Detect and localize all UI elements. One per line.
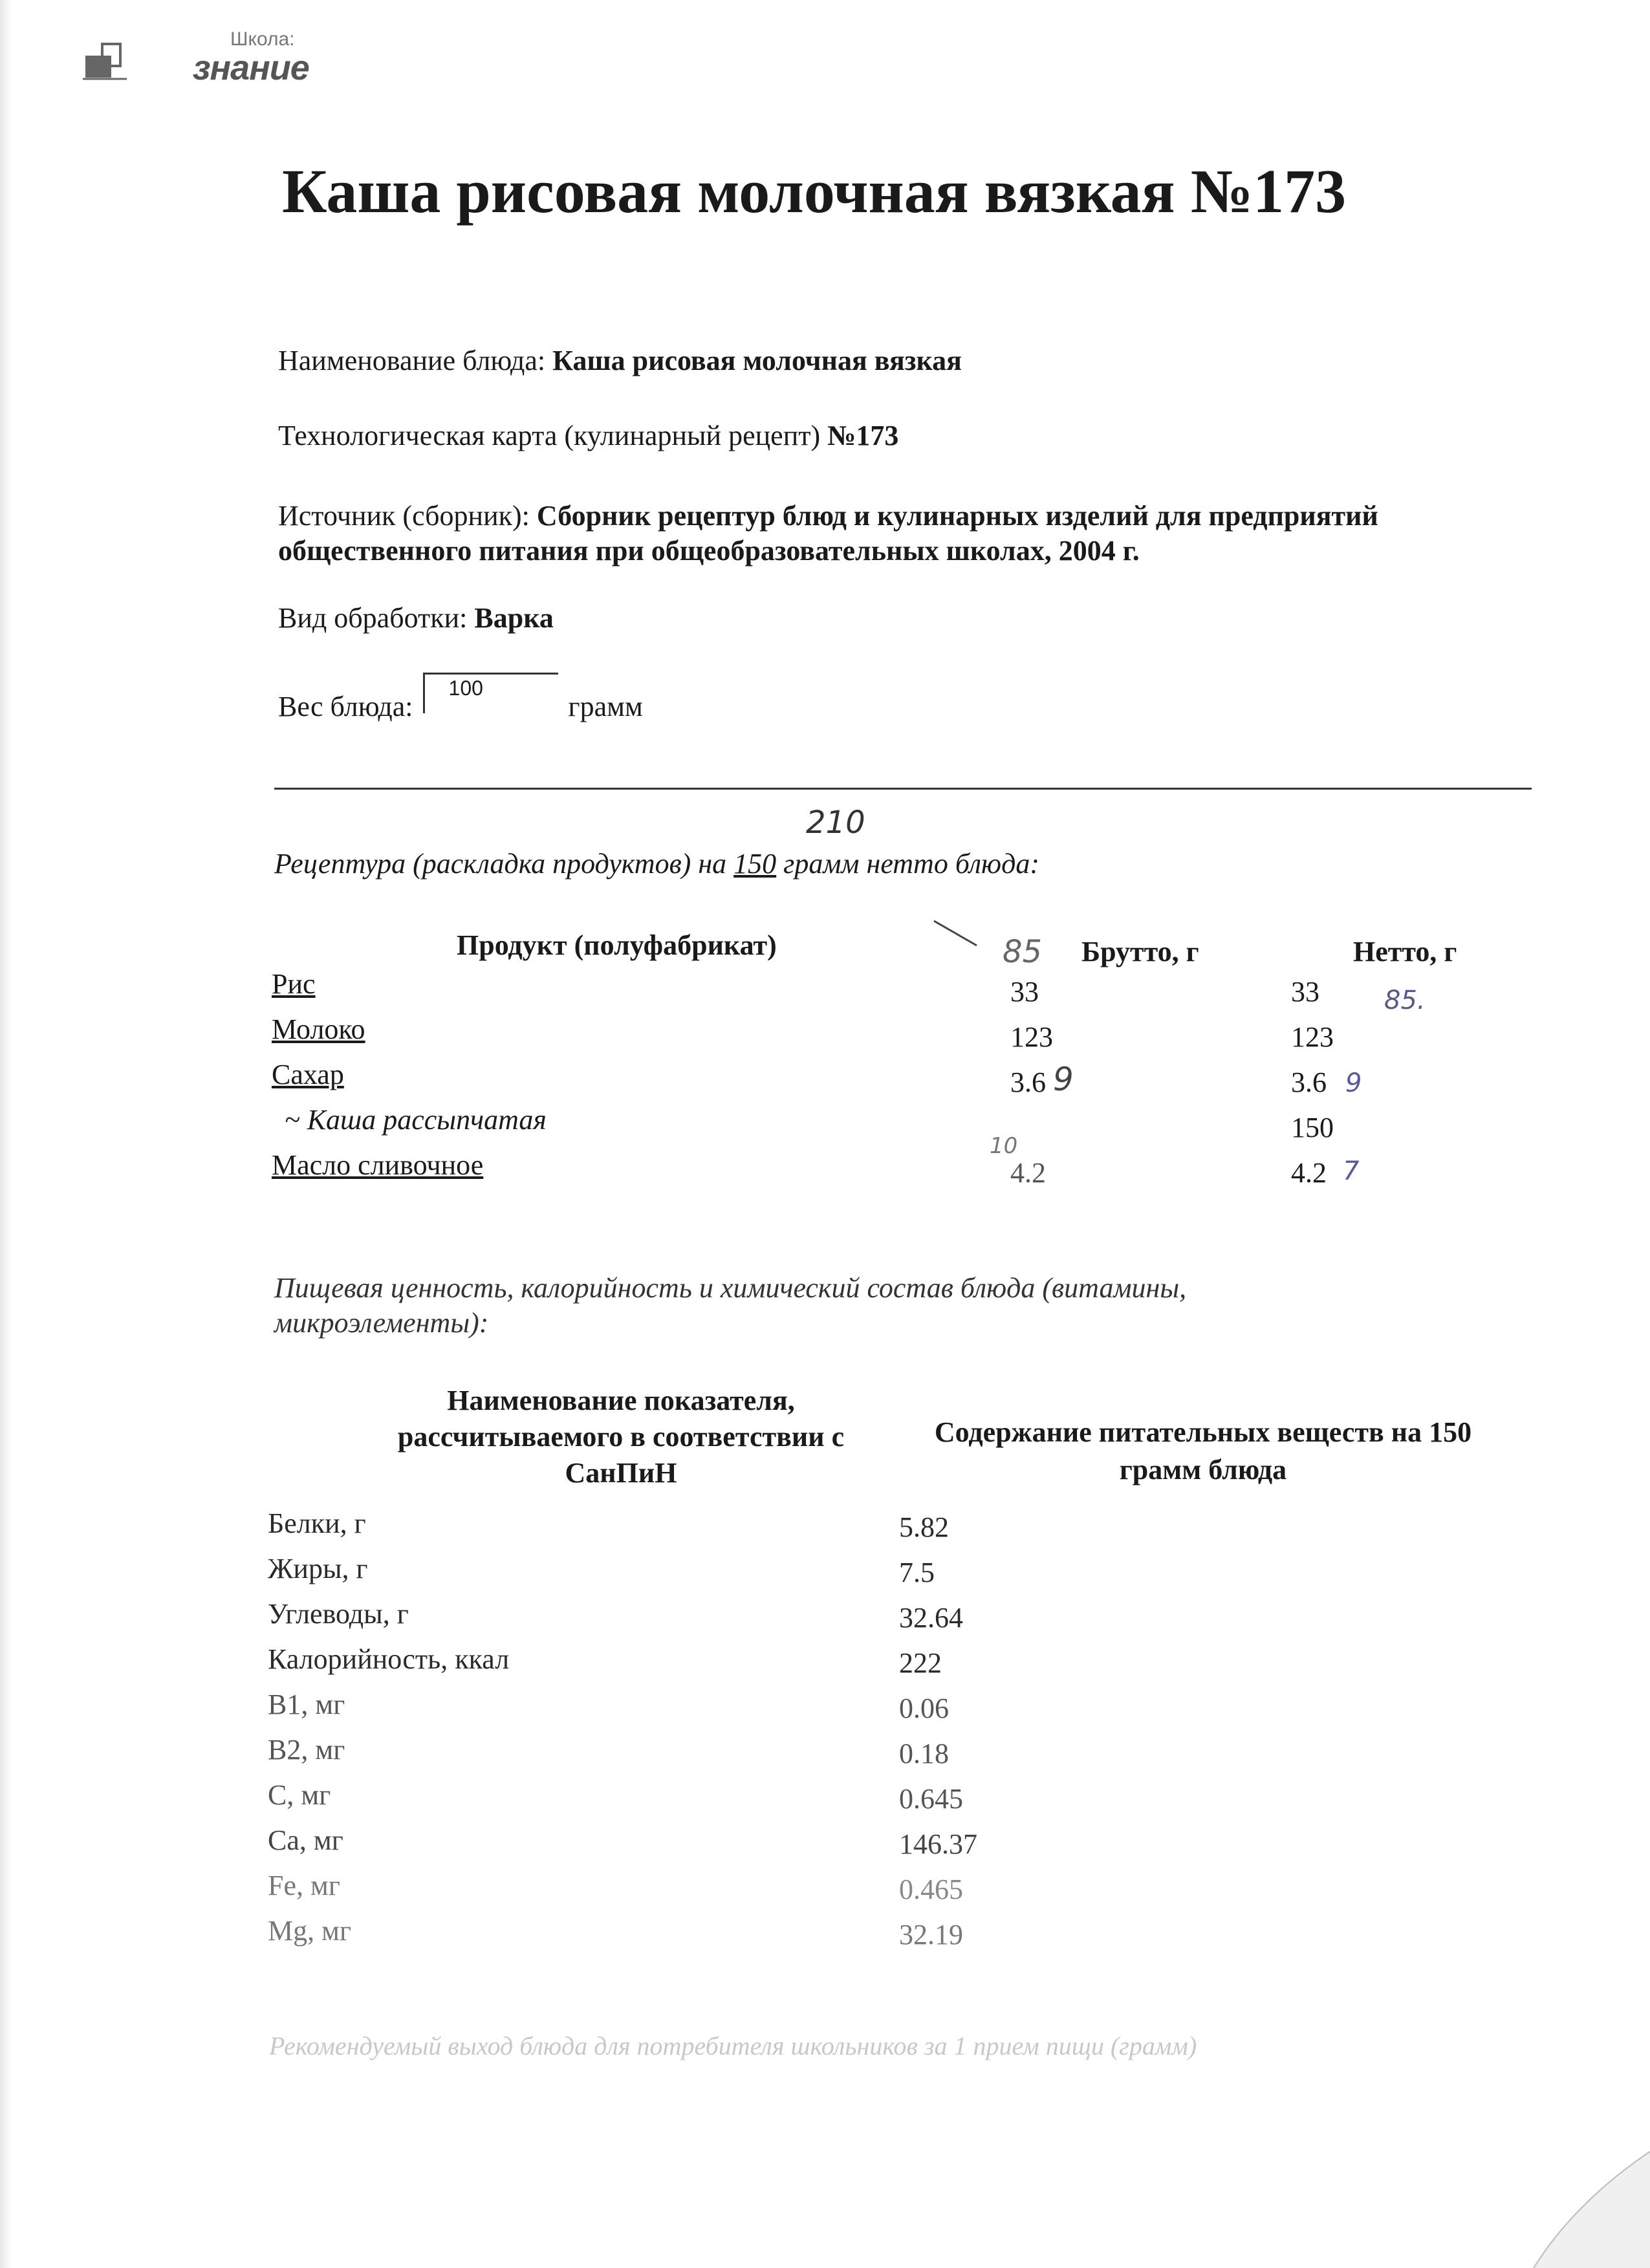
logo-icon [83,39,128,84]
ingredient-name: Молоко [272,1013,365,1045]
handwritten-rice-net: 85. [1384,986,1426,1015]
nutrient-name: Mg, мг [268,1915,352,1947]
nutrient-name: Калорийность, ккал [268,1643,510,1675]
nutrient-name: Белки, г [268,1507,366,1539]
nutrient-value: 146.37 [899,1828,977,1860]
dish-name-value: Каша рисовая молочная вязкая [552,345,962,376]
col-content-header [880,1414,1526,1489]
nutrient-name: Углеводы, г [268,1598,409,1630]
nutrient-value: 0.465 [899,1874,963,1905]
nutrient-value: 222 [899,1647,942,1679]
ingredient-net: 3.6 [1291,1066,1327,1098]
col-net-header: Нетто, г [1353,936,1457,967]
source-label: Источник (сборник): [278,500,530,532]
nutrient-name: Жиры, г [268,1553,368,1584]
page-title: Каша рисовая молочная вязкая №173 [282,157,1347,226]
tech-card-line [278,419,898,452]
nutrient-value: 5.82 [899,1511,949,1543]
weight-unit: грамм [568,691,643,722]
source-value-line2: общественного питания при общеобразовательных школах, 2004 г. [278,535,1140,567]
col-gross-header: Брутто, г [1081,936,1199,967]
nutrient-name: B1, мг [268,1689,345,1720]
nutrient-name: B2, мг [268,1734,345,1766]
weight-field-frame [423,673,558,713]
page-corner-curl [1508,2126,1650,2268]
nutrient-name: C, мг [268,1779,331,1811]
nutrient-name: Ca, мг [268,1824,343,1856]
pen-stroke [931,917,983,949]
processing-value: Варка [474,602,554,634]
source-line-2 [278,534,1140,567]
nutrient-name: Fe, мг [268,1870,340,1901]
recipe-intro-after: грамм нетто блюда: [783,848,1039,880]
col-indicator-header [272,1383,970,1491]
ingredient-net: 4.2 [1291,1157,1327,1189]
nutrient-value: 32.64 [899,1602,963,1634]
handwritten-sugar-net: 9 [1345,1068,1362,1098]
weight-field[interactable] [423,673,559,723]
nutrient-value: 7.5 [899,1557,935,1588]
scan-edge [0,0,12,2268]
ingredient-name: Рис [272,968,316,1000]
ingredient-gross: 33 [1010,976,1039,1008]
col-indicator-line2: рассчитываемого в соответствии с [397,1421,845,1453]
logo-top-text: Школа: [230,28,295,50]
col-content-line2: грамм блюда [1119,1454,1287,1485]
processing-label: Вид обработки: [278,602,468,634]
ingredient-name: Масло сливочное [272,1149,484,1181]
handwritten-butter-gross: 10 [990,1133,1018,1159]
col-content-line1: Содержание питательных веществ на 150 [934,1416,1472,1448]
ingredient-net: 150 [1291,1112,1334,1143]
ingredient-name: Сахар [272,1059,344,1090]
recipe-intro-amount: 150 [733,848,777,880]
source-line [278,499,1378,532]
ingredient-gross: 123 [1010,1021,1053,1053]
ingredient-gross: 3.6 [1010,1066,1046,1098]
nutrient-value: 32.19 [899,1919,963,1950]
nutrition-intro-line1: Пищевая ценность, калорийность и химический состав блюда (витамины, [274,1272,1187,1304]
recipe-intro-before: Рецептура (раскладка продуктов) на [274,848,727,880]
nutrition-intro-line2: микроэлементы): [274,1307,489,1339]
recipe-intro [274,847,1039,880]
handwritten-amount: 210 [806,805,865,841]
processing-line [278,601,554,634]
weight-label: Вес блюда: [278,691,413,722]
handwritten-gross-header: 85 [1003,934,1043,970]
tech-card-value: №173 [827,420,899,451]
col-indicator-line3: СанПиН [565,1457,677,1489]
handwritten-sugar-gross: 9 [1053,1061,1074,1098]
dish-name-line [278,344,962,377]
source-value-line1: Сборник рецептур блюд и кулинарных изделий для предприятий [536,500,1378,532]
col-product-header: Продукт (полуфабрикат) [457,929,777,961]
logo-bottom-text: знание [193,49,309,87]
ingredient-net: 33 [1291,976,1319,1008]
weight-line [278,673,643,723]
ingredient-name: ~ Каша рассыпчатая [285,1104,547,1136]
weight-value: 100 [448,676,483,700]
ingredient-net: 123 [1291,1021,1334,1053]
section-divider [274,788,1532,790]
col-indicator-line1: Наименование показателя, [447,1385,795,1416]
nutrient-value: 0.18 [899,1738,949,1769]
nutrient-value: 0.06 [899,1692,949,1724]
dish-name-label: Наименование блюда: [278,345,546,376]
logo [83,26,316,91]
recommended-output-note: Рекомендуемый выход блюда для потребителя школьников за 1 прием пищи (грамм) [269,2031,1197,2060]
handwritten-butter-net: 7 [1343,1156,1360,1186]
ingredient-gross: 4.2 [1010,1157,1046,1189]
nutrient-value: 0.645 [899,1783,963,1815]
tech-card-label: Технологическая карта (кулинарный рецепт) [278,420,821,451]
